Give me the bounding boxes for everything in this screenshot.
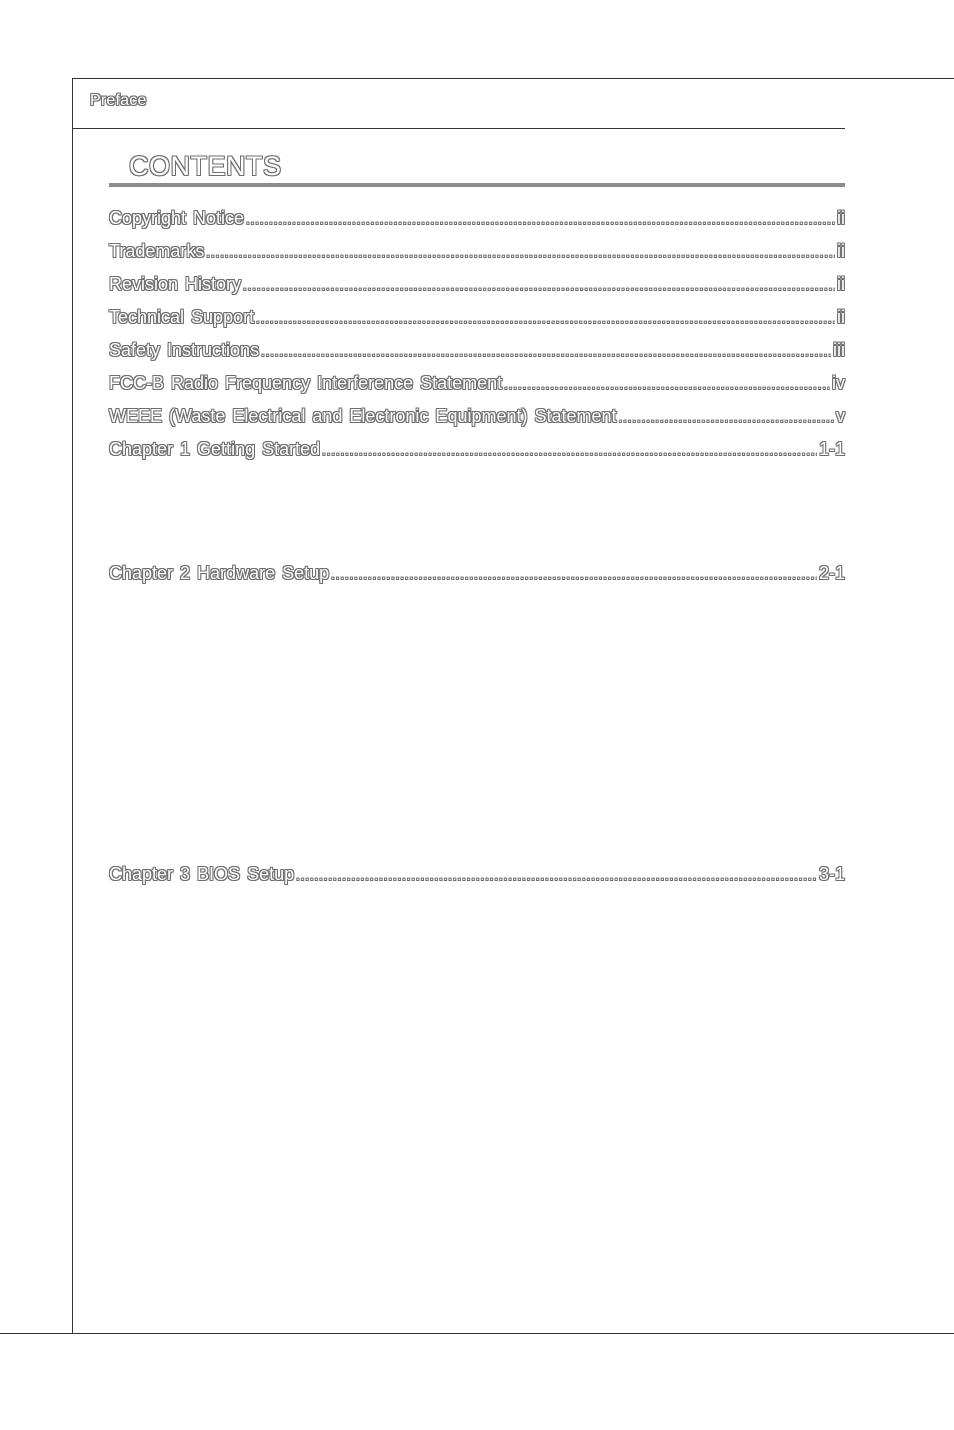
toc-entry-label: WEEE (Waste Electrical and Electronic Equipment) Statement — [109, 406, 617, 426]
top-rule — [72, 78, 954, 79]
toc-entry-safety-instructions[interactable] — [109, 340, 845, 373]
toc-entry-label: Technical Support — [109, 307, 255, 327]
toc-page-number: iii — [833, 340, 845, 360]
toc-entry-label: Trademarks — [109, 241, 205, 261]
toc-page-number: 3-1 — [818, 864, 845, 884]
toc-leader-dots — [246, 212, 835, 227]
toc-page-number: v — [836, 406, 845, 426]
toc-leader-dots — [331, 567, 817, 582]
toc-entry-chapter-1[interactable] — [109, 439, 845, 472]
toc-entry-label: Revision History — [109, 274, 242, 294]
toc-entry-fcc-b-statement[interactable] — [109, 373, 845, 406]
toc-leader-dots — [261, 344, 831, 359]
contents-title: CONTENTS — [129, 151, 282, 181]
bottom-rule — [0, 1333, 954, 1334]
toc-leader-dots — [256, 311, 835, 326]
header-underline — [72, 128, 845, 129]
toc-leader-dots — [206, 245, 835, 260]
left-rule — [72, 78, 73, 1334]
section-label: Preface — [90, 92, 147, 109]
toc-page-number: 1-1 — [818, 439, 845, 459]
toc-page-number: ii — [837, 307, 845, 327]
toc-leader-dots — [243, 278, 835, 293]
toc-entry-label: FCC-B Radio Frequency Interference Statement — [109, 373, 503, 393]
toc-leader-dots — [619, 410, 834, 425]
toc-page-number: iv — [832, 373, 845, 393]
table-of-contents — [109, 208, 845, 897]
title-underline-bar — [109, 183, 845, 187]
toc-page-number: 2-1 — [818, 563, 845, 583]
toc-entry-copyright[interactable] — [109, 208, 845, 241]
toc-entry-chapter-2[interactable] — [109, 563, 845, 596]
toc-entry-technical-support[interactable] — [109, 307, 845, 340]
toc-entry-label: Chapter 2 Hardware Setup — [109, 563, 330, 583]
toc-leader-dots — [296, 868, 817, 883]
toc-entry-label: Copyright Notice — [109, 208, 245, 228]
toc-leader-dots — [504, 377, 830, 392]
toc-entry-weee-statement[interactable] — [109, 406, 845, 439]
toc-entry-chapter-3[interactable] — [109, 864, 845, 897]
toc-entry-label: Chapter 1 Getting Started — [109, 439, 321, 459]
toc-page-number: ii — [837, 208, 845, 228]
toc-entry-trademarks[interactable] — [109, 241, 845, 274]
toc-page-number: ii — [837, 274, 845, 294]
toc-page-number: ii — [837, 241, 845, 261]
toc-entry-label: Chapter 3 BIOS Setup — [109, 864, 295, 884]
toc-leader-dots — [322, 443, 817, 458]
toc-entry-label: Safety Instructions — [109, 340, 260, 360]
toc-entry-revision-history[interactable] — [109, 274, 845, 307]
